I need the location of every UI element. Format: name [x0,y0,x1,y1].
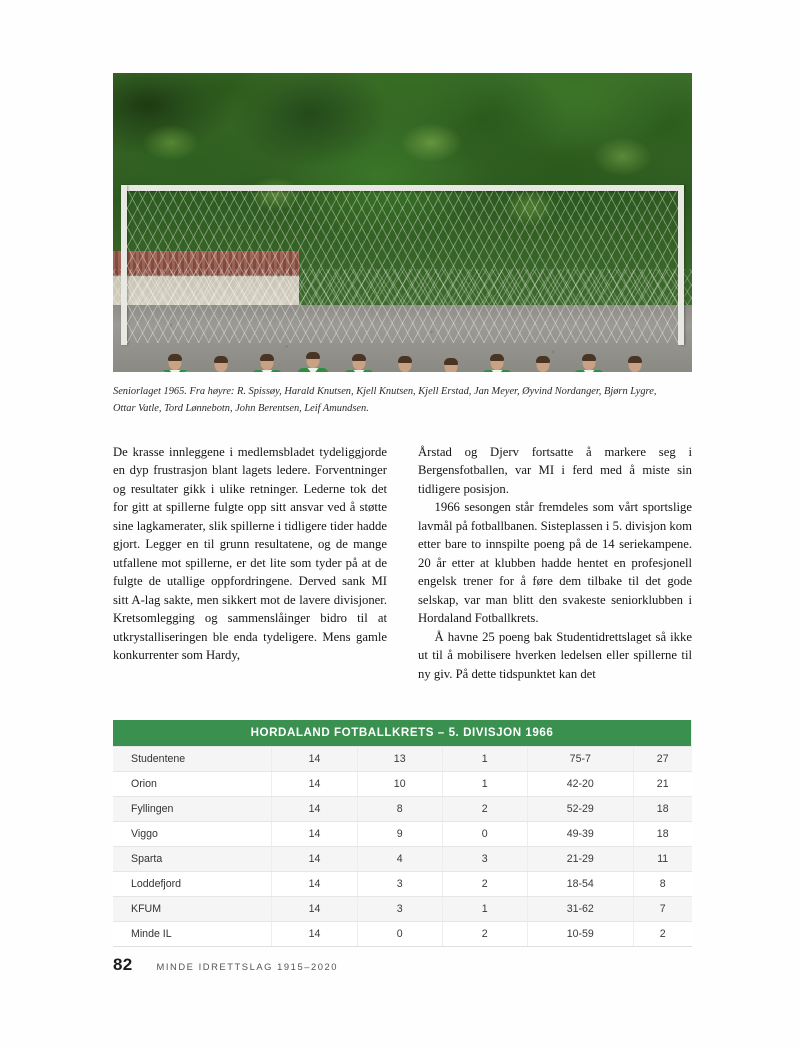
table-row [113,872,692,897]
running-head: MINDE IDRETTSLAG 1915–2020 [156,961,339,972]
cell-team: Fyllingen [113,797,272,822]
cell-goals: 18-54 [527,872,633,897]
cell-drawn: 1 [442,772,527,797]
standings-table-title: HORDALAND FOTBALLKRETS – 5. DIVISJON 1966 [113,720,692,747]
cell-team: KFUM [113,897,272,922]
cell-team: Viggo [113,822,272,847]
table-row [113,797,692,822]
cell-won: 0 [357,922,442,947]
cell-drawn: 2 [442,797,527,822]
cell-points: 18 [633,822,691,847]
cell-won: 10 [357,772,442,797]
standings-table-body [113,720,692,947]
table-row [113,747,692,772]
cell-played: 14 [272,747,357,772]
cell-points: 21 [633,772,691,797]
cell-points: 8 [633,872,691,897]
goal-net [127,191,678,343]
cell-played: 14 [272,922,357,947]
cell-drawn: 3 [442,847,527,872]
cell-won: 4 [357,847,442,872]
cell-drawn: 2 [442,922,527,947]
table-row [113,897,692,922]
goal-post-right [678,185,684,345]
cell-won: 3 [357,897,442,922]
cell-team: Minde IL [113,922,272,947]
paragraph: De krasse innleggene i medlemsbladet tydeliggjorde en dyp frustrasjon blant lagets ledere. Forventninger og resultater gikk i ulike retninger. Lederne tok det for gitt at spillerne fulgte opp sitt ansvar ved å støtte sine lagkamerater, slik spillerne i tidligere tider hadde gjort. Legger en til grunn resultatene, og de mange utfallene mot spillerne, er det lite som tyder på at de fulgte de utallige oppfordringene. Derved sank MI sitt A-lag sakte, men sikkert mot de lavere divisjoner. Kretsomlegging og sammenslåinger bidro til at utkrystalliseringen ble enda tydeligere. Mens gamle konkurrenter som Hardy, [113,445,387,663]
cell-goals: 75-7 [527,747,633,772]
cell-won: 8 [357,797,442,822]
text-column-right [418,443,692,683]
team-photo-figure [113,73,692,418]
cell-drawn: 2 [442,872,527,897]
cell-won: 13 [357,747,442,772]
cell-goals: 42-20 [527,772,633,797]
cell-points: 7 [633,897,691,922]
cell-drawn: 0 [442,822,527,847]
cell-team: Studentene [113,747,272,772]
cell-points: 2 [633,922,691,947]
table-row [113,847,692,872]
cell-played: 14 [272,772,357,797]
standings-table [113,720,692,947]
cell-drawn: 1 [442,897,527,922]
body-text-columns [113,443,692,683]
page-number: 82 [113,955,133,974]
paragraph: 1966 sesongen står fremdeles som vårt sportslige lavmål på fotballbanen. Sisteplassen i 5. divisjon kom etter bare to innspilte poeng på de 14 seriekampene. 20 år etter at klubben hadde hentet en profesjonell engelsk trener for å føre dem tilbake til det gode selskap, var man blitt den svakeste seniorklubben i Hordaland Fotballkrets. [418,500,692,626]
cell-team: Orion [113,772,272,797]
page-footer [113,955,338,975]
paragraph: Årstad og Djerv fortsatte å markere seg i Bergensfotballen, var MI i ferd med å miste sin tidligere posisjon. [418,445,692,496]
cell-points: 18 [633,797,691,822]
table-row [113,822,692,847]
cell-played: 14 [272,897,357,922]
seniorlaget-1965-photo [113,73,692,372]
cell-goals: 49-39 [527,822,633,847]
cell-goals: 52-29 [527,797,633,822]
cell-played: 14 [272,797,357,822]
cell-points: 11 [633,847,691,872]
cell-won: 3 [357,872,442,897]
cell-played: 14 [272,872,357,897]
cell-won: 9 [357,822,442,847]
paragraph: Å havne 25 poeng bak Studentidrettslaget så ikke ut til å mobilisere hverken ledelsen eller spillerne til ny giv. På dette tidspunktet kan det [418,629,692,681]
cell-points: 27 [633,747,691,772]
cell-drawn: 1 [442,747,527,772]
cell-played: 14 [272,847,357,872]
standings-table-title-row [113,720,692,747]
text-column-left [113,443,387,683]
table-row [113,772,692,797]
cell-goals: 10-59 [527,922,633,947]
photo-caption: Seniorlaget 1965. Fra høyre: R. Spissøy, Harald Knutsen, Kjell Knutsen, Kjell Erstad, Jan Meyer, Øyvind Nordanger, Bjørn Lygre, Ottar Vatle, Tord Lønnebotn, John Berentsen, Leif Amundsen. [113,386,657,414]
cell-goals: 31-62 [527,897,633,922]
cell-played: 14 [272,822,357,847]
table-row [113,922,692,947]
cell-team: Sparta [113,847,272,872]
cell-goals: 21-29 [527,847,633,872]
cell-team: Loddefjord [113,872,272,897]
